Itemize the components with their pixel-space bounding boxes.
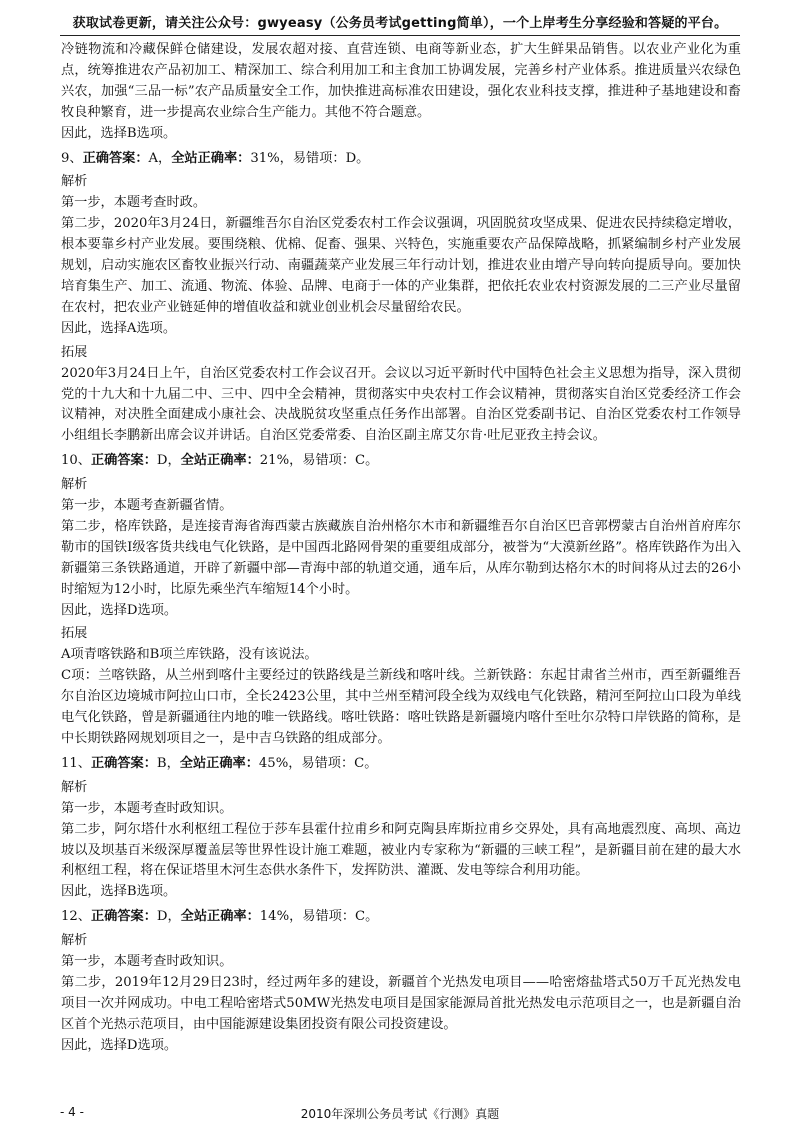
conclusion: 因此，选择A选项。 bbox=[61, 320, 177, 336]
conclusion: 因此，选择B选项。 bbox=[61, 125, 177, 141]
conclusion: 因此，选择D选项。 bbox=[61, 1037, 178, 1053]
analysis-heading: 解析 bbox=[61, 933, 88, 949]
answer-label: 正确答案： bbox=[90, 909, 157, 925]
step-two: 第二步，2020年3月24日，新疆维吾尔自治区党委农村工作会议强调，巩固脱贫攻坚成果、促进农民持续稳定增收，根本要靠乡村产业发展。要围绕粮、优棉、促畜、强果、兴特色，实施重要农产品保障战略，抓紧编制乡村产业发展规划，启动实施农区畜牧业振兴行动、南疆蔬菜产业发展三年行动计划，推进农业由增产导向转向提质导向。要加快培育集生产、加工、流通、物流、体验、品牌、电商于一体的产业集群，把依托农业农村资源发展的二三产业尽量留在农村，把农业产业链延伸的增值收益和就业创业机会尽量留给农民。 bbox=[61, 216, 741, 315]
question-number: 10、 bbox=[61, 453, 91, 469]
answer-value: B， bbox=[156, 755, 180, 771]
analysis-heading: 解析 bbox=[61, 779, 88, 795]
answer-line-q10 bbox=[61, 451, 741, 472]
document-body bbox=[61, 40, 741, 1057]
step-one: 第一步，本题考查时政。 bbox=[61, 195, 207, 211]
extension-heading: 拓展 bbox=[61, 626, 88, 642]
conclusion: 因此，选择B选项。 bbox=[61, 884, 177, 900]
extension-text: A项青喀铁路和B项兰库铁路，没有该说法。 bbox=[61, 647, 318, 663]
analysis-heading: 解析 bbox=[61, 477, 88, 493]
answer-line-q9 bbox=[61, 149, 741, 170]
extension-text: 2020年3月24日上午，自治区党委农村工作会议召开。会议以习近平新时代中国特色社会主义思想为指导，深入贯彻党的十九大和十九届二中、三中、四中全会精神，贯彻落实中央农村工作会议精神，贯彻落实自治区党委经济工作会议精神，对决胜全面建成小康社会、决战脱贫攻坚重点任务作出部署。自治区党委副书记、自治区党委农村工作领导小组组长李鹏新出席会议并讲话。自治区党委常委、自治区副主席艾尔肯·吐尼亚孜主持会议。 bbox=[61, 365, 741, 444]
question-number: 9、 bbox=[61, 150, 83, 166]
analysis-heading: 解析 bbox=[61, 174, 88, 190]
extension-heading: 拓展 bbox=[61, 344, 88, 360]
question-number: 12、 bbox=[61, 909, 91, 925]
step-two: 第二步，2019年12月29日23时，经过两年多的建设，新疆首个光热发电项目——哈密熔盐塔式50万千瓦光热发电项目一次并网成功。中电工程哈密塔式50MW光热发电项目是国家能源局首批光热发电示范项目之一，也是新疆自治区首个光热示范项目，由中国能源建设集团投资有限公司投资建设。 bbox=[61, 974, 741, 1032]
answer-label: 正确答案： bbox=[90, 453, 157, 469]
rate-value: 21%，易错项：C。 bbox=[259, 453, 379, 469]
rate-label: 全站正确率： bbox=[179, 755, 259, 771]
answer-line-q12 bbox=[61, 907, 741, 928]
rate-value: 45%，易错项：C。 bbox=[258, 755, 378, 771]
answer-line-q11 bbox=[61, 754, 741, 775]
step-one: 第一步，本题考查新疆省情。 bbox=[61, 498, 233, 514]
step-two: 第二步，阿尔塔什水利枢纽工程位于莎车县霍什拉甫乡和阿克陶县库斯拉甫乡交界处，具有高地震烈度、高坝、高边坡以及坝基百米级深厚覆盖层等世界性设计施工难题，被业内专家称为“新疆的三峡工程”，是新疆目前在建的最大水利枢纽工程，将在保证塔里木河生态供水条件下，发挥防洪、灌溉、发电等综合利用功能。 bbox=[61, 821, 741, 879]
answer-value: D， bbox=[156, 453, 181, 469]
paragraph: 冷链物流和冷藏保鲜仓储建设，发展农超对接、直营连锁、电商等新业态，扩大生鲜果品销售。以农业产业化为重点，统筹推进农产品初加工、精深加工、综合利用加工和主食加工协调发展，完善乡村产业体系。推进质量兴农绿色兴农，加强“三品一标”农产品质量安全工作，加快推进高标准农田建设，强化农业科技支撑，推进种子基地建设和畜牧良种繁育，进一步提高农业综合生产能力。其他不符合题意。 bbox=[61, 42, 741, 120]
answer-label: 正确答案： bbox=[82, 150, 149, 166]
extension-text: C项：兰喀铁路，从兰州到喀什主要经过的铁路线是兰新线和喀叶线。兰新铁路：东起甘肃省兰州市，西至新疆维吾尔自治区边境城市阿拉山口市，全长2423公里，其中兰州至精河段全线为双线电气化铁路，精河至阿拉山口段为单线电气化铁路，曾是新疆通往内地的唯一铁路线。喀吐铁路：喀吐铁路是新疆境内喀什至吐尔尕特口岸铁路的简称，是中长期铁路网规划项目之一，是中吉乌铁路的组成部分。 bbox=[61, 668, 741, 746]
page-footer bbox=[60, 1105, 740, 1123]
rate-label: 全站正确率： bbox=[171, 150, 251, 166]
page-number: - 4 - bbox=[60, 1105, 84, 1119]
rate-value: 31%，易错项：D。 bbox=[250, 150, 370, 166]
rate-label: 全站正确率： bbox=[180, 453, 260, 469]
conclusion: 因此，选择D选项。 bbox=[61, 602, 178, 618]
answer-label: 正确答案： bbox=[90, 755, 157, 771]
answer-value: D， bbox=[156, 909, 181, 925]
footer-title: 2010年深圳公务员考试《行测》真题 bbox=[300, 1107, 500, 1121]
question-number: 11、 bbox=[61, 755, 91, 771]
step-two: 第二步，格库铁路，是连接青海省海西蒙古族藏族自治州格尔木市和新疆维吾尔自治区巴音郭楞蒙古自治州首府库尔勒市的国铁Ⅰ级客货共线电气化铁路，是中国西北路网骨架的重要组成部分，被誉为“大漠新丝路”。格库铁路作为出入新疆第三条铁路通道，开辟了新疆中部—青海中部的轨道交通，通车后，从库尔勒到达格尔木的时间将从过去的26小时缩短为12小时，比原先乘坐汽车缩短14个小时。 bbox=[61, 518, 741, 597]
answer-value: A， bbox=[148, 150, 172, 166]
rate-label: 全站正确率： bbox=[180, 909, 260, 925]
page-header: 获取试卷更新，请关注公众号：gwyeasy（公务员考试getting简单），一个上岸考生分享经验和答疑的平台。 bbox=[60, 12, 740, 36]
step-one: 第一步，本题考查时政知识。 bbox=[61, 954, 233, 970]
rate-value: 14%，易错项：C。 bbox=[259, 909, 379, 925]
step-one: 第一步，本题考查时政知识。 bbox=[61, 800, 233, 816]
